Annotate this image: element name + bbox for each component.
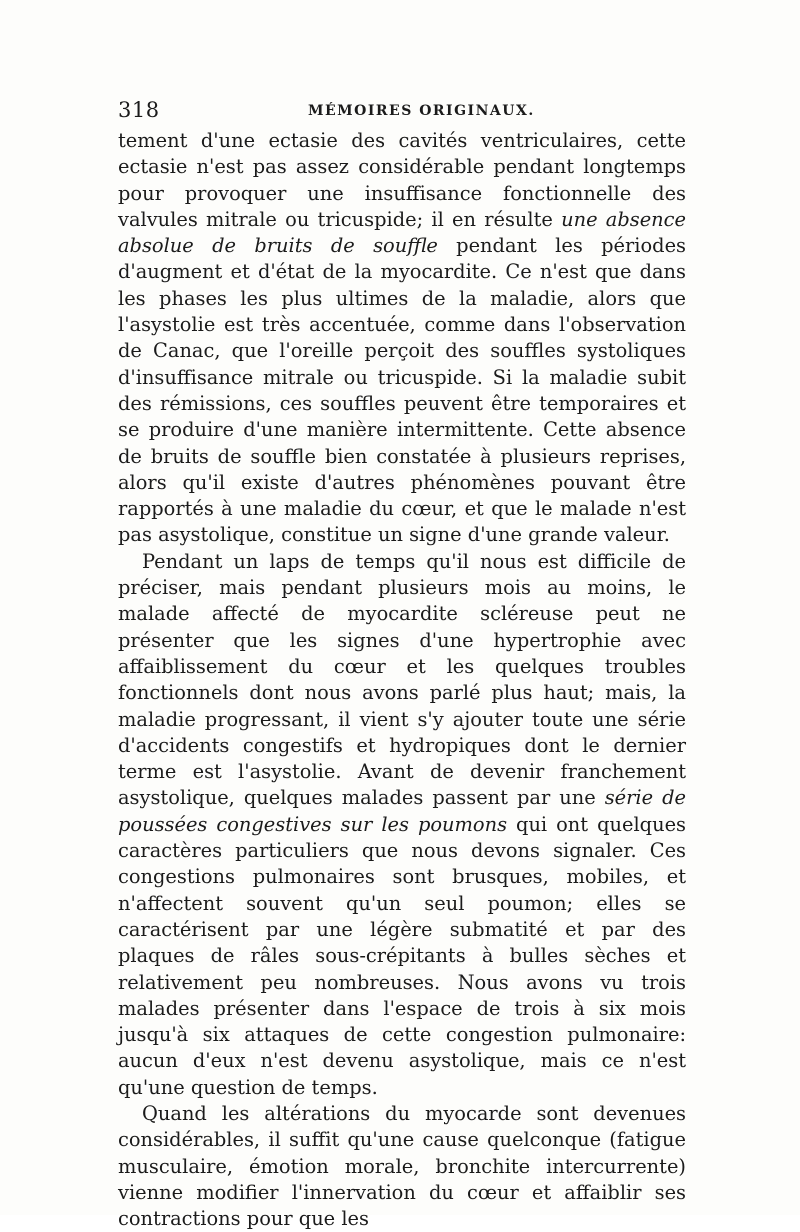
paragraph-2 [118, 549, 686, 1101]
paragraph-1 [118, 128, 686, 549]
paragraph-3-text-a: Quand les altérations du myocarde sont devenues considérables, il suffit qu'une cause quelconque (fatigue musculaire, émotion morale, bronchite intercurrente) vienne modifier l'innervation du cœur et affaiblir ses contractions pour que les [118, 1101, 686, 1231]
body-text [118, 128, 686, 1232]
paragraph-1-text-a: tement d'une ectasie des cavités ventriculaires, cette ectasie n'est pas assez considérable pendant longtemps pour provoquer une insuffisance fonctionnelle des valvules mitrale ou tricuspide; il en résulte [118, 129, 686, 231]
running-head [118, 98, 686, 126]
running-title: MÉMOIRES ORIGINAUX. [308, 103, 535, 119]
paragraph-2-text-a: Pendant un laps de temps qu'il nous est difficile de préciser, mais pendant plusieurs mois au moins, le malade affecté de myocardite scléreuse peut ne présenter que les signes d'une hypertrophie avec affaiblissement du cœur et les quelques troubles fonctionnels dont nous avons parlé plus haut; mais, la maladie progressant, il vient s'y ajouter toute une série d'accidents congestifs et hydropiques dont le dernier terme est l'asystolie. Avant de devenir franchement asystolique, quelques malades passent par une [118, 549, 686, 810]
paragraph-1-text-b: pendant les périodes d'augment et d'état de la myocardite. Ce n'est que dans les phases les plus ultimes de la maladie, alors que l'asystolie est très accentuée, comme dans l'observation de Canac, que l'oreille perçoit des souffles systoliques d'insuffisance mitrale ou tricuspide. Si la maladie subit des rémissions, ces souffles peuvent être temporaires et se produire d'une manière intermittente. Cette absence de bruits de souffle bien constatée à plusieurs reprises, alors qu'il existe d'autres phénomènes pouvant être rapportés à une maladie du cœur, et que le malade n'est pas asystolique, constitue un signe d'une grande valeur. [118, 234, 687, 547]
paragraph-1-italic: une absence absolue de bruits de souffle [118, 207, 687, 258]
page-number: 318 [118, 98, 160, 122]
paragraph-2-text-b: qui ont quelques caractères particuliers que nous devons signaler. Ces congestions pulmonaires sont brusques, mobiles, et n'affectent souvent qu'un seul poumon; elles se caractérisent par une légère submatité et par des plaques de râles sous-crépitants à bulles sèches et relativement peu nombreuses. Nous avons vu trois malades présenter dans l'espace de trois à six mois jusqu'à six attaques de cette congestion pulmonaire: aucun d'eux n'est devenu asystolique, mais ce n'est qu'une question de temps. [118, 812, 686, 1099]
paragraph-3 [118, 1101, 686, 1232]
paragraph-2-italic: série de poussées congestives sur les poumons [118, 786, 686, 836]
